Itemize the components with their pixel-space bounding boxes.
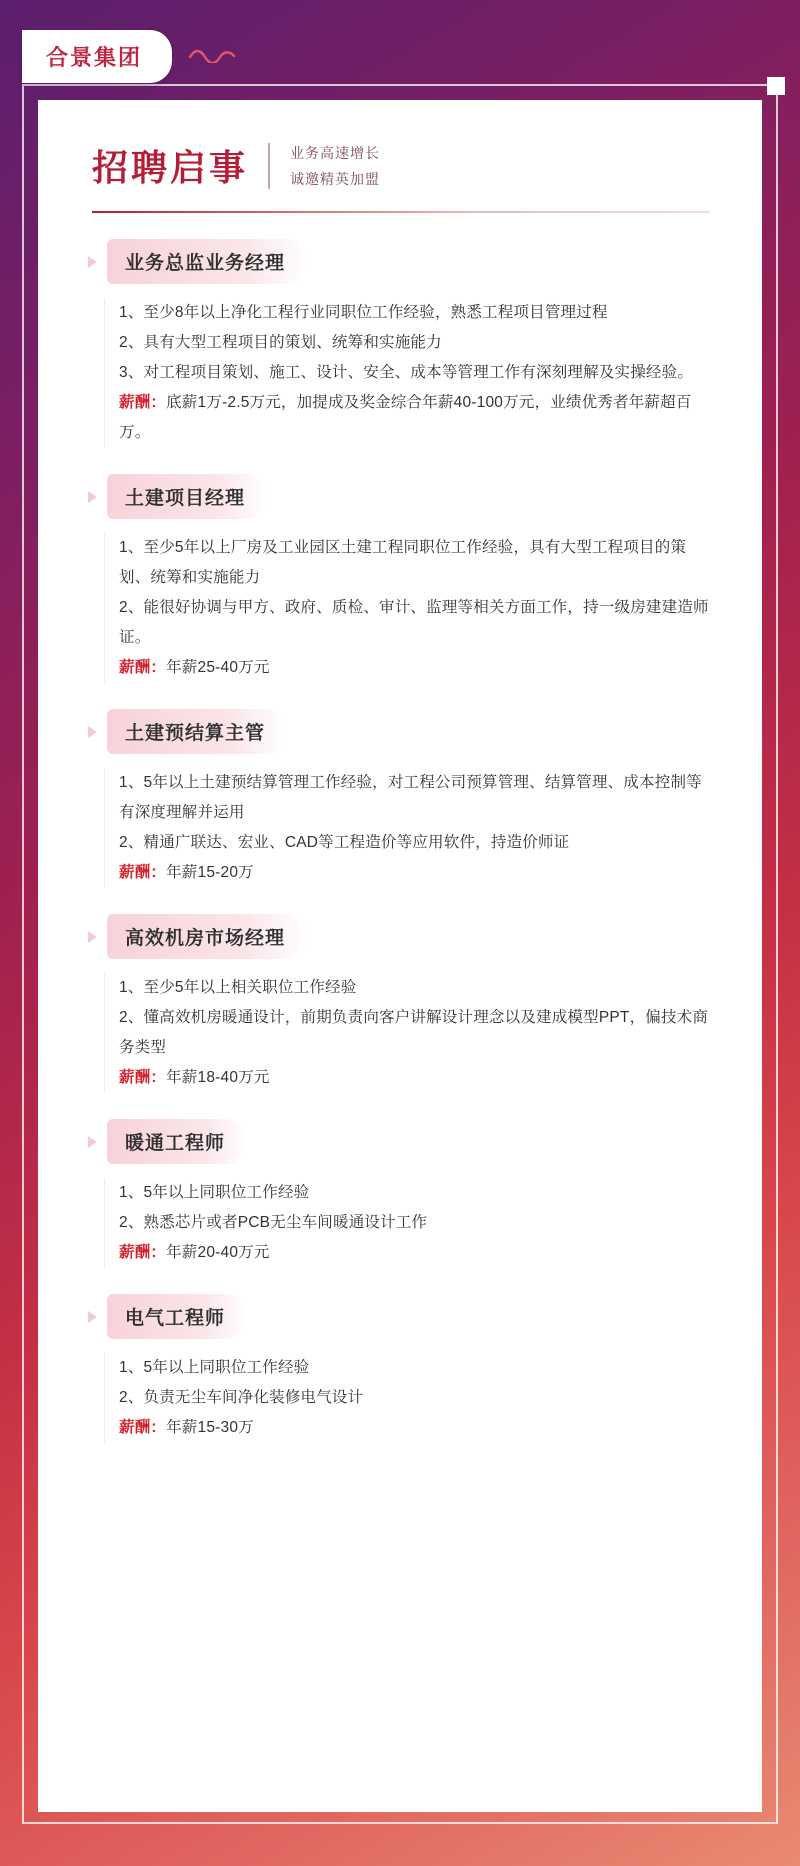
job-title-row bbox=[86, 914, 714, 959]
subtitle-line-2: 诚邀精英加盟 bbox=[290, 170, 381, 187]
job-item bbox=[86, 709, 714, 888]
arrow-icon bbox=[88, 491, 97, 503]
job-title: 电气工程师 bbox=[107, 1294, 247, 1339]
job-item bbox=[86, 1119, 714, 1268]
job-requirement: 1、5年以上同职位工作经验 bbox=[119, 1359, 310, 1376]
job-title: 土建项目经理 bbox=[107, 474, 267, 519]
footer bbox=[38, 1787, 762, 1812]
job-salary bbox=[119, 858, 714, 888]
job-body bbox=[104, 768, 714, 888]
company-badge bbox=[22, 30, 172, 83]
job-requirement: 2、懂高效机房暖通设计，前期负责向客户讲解设计理念以及建成模型PPT，偏技术商务类型 bbox=[119, 1009, 709, 1056]
job-requirement: 1、至少8年以上净化工程行业同职位工作经验，熟悉工程项目管理过程 bbox=[119, 304, 608, 321]
header-divider bbox=[268, 143, 270, 189]
arrow-icon bbox=[88, 1136, 97, 1148]
salary-label: 薪酬： bbox=[119, 659, 167, 676]
job-body bbox=[104, 298, 714, 448]
salary-value: 年薪20-40万元 bbox=[166, 1244, 270, 1261]
arrow-icon bbox=[88, 1311, 97, 1323]
salary-label: 薪酬： bbox=[119, 1069, 167, 1086]
job-requirement: 1、5年以上同职位工作经验 bbox=[119, 1184, 310, 1201]
salary-value: 年薪18-40万元 bbox=[166, 1069, 270, 1086]
job-requirement: 1、5年以上土建预结算管理工作经验，对工程公司预算管理、结算管理、成本控制等有深度理解并运用 bbox=[119, 774, 702, 821]
salary-value: 底薪1万-2.5万元，加提成及奖金综合年薪40-100万元，业绩优秀者年薪超百万。 bbox=[119, 394, 692, 441]
job-list bbox=[72, 239, 728, 1443]
job-body bbox=[104, 973, 714, 1093]
squiggle-decoration bbox=[188, 47, 236, 63]
salary-value: 年薪25-40万元 bbox=[166, 659, 270, 676]
page-title: 招聘启事 bbox=[92, 148, 249, 189]
job-item bbox=[86, 914, 714, 1093]
job-requirement: 2、负责无尘车间净化装修电气设计 bbox=[119, 1389, 364, 1406]
salary-value: 年薪15-30万 bbox=[166, 1419, 254, 1436]
salary-value: 年薪15-20万 bbox=[166, 864, 254, 881]
job-salary bbox=[119, 1413, 714, 1443]
work-location: 工作地点：广东东莞 bbox=[319, 1792, 481, 1811]
poster-card bbox=[38, 100, 762, 1812]
arrow-icon bbox=[88, 256, 97, 268]
job-title: 业务总监业务经理 bbox=[107, 239, 307, 284]
job-salary bbox=[119, 653, 714, 683]
subtitle-line-1: 业务高速增长 bbox=[290, 144, 381, 161]
salary-label: 薪酬： bbox=[119, 1419, 167, 1436]
job-salary bbox=[119, 1063, 714, 1093]
job-requirement: 1、至少5年以上相关职位工作经验 bbox=[119, 979, 357, 996]
job-title: 暖通工程师 bbox=[107, 1119, 247, 1164]
job-title-row bbox=[86, 474, 714, 519]
job-requirement: 1、至少5年以上厂房及工业园区土建工程同职位工作经验，具有大型工程项目的策划、统筹和实施能力 bbox=[119, 539, 687, 586]
job-title: 高效机房市场经理 bbox=[107, 914, 307, 959]
company-name: 合景集团 bbox=[46, 45, 143, 70]
salary-label: 薪酬： bbox=[119, 394, 167, 411]
job-title-row bbox=[86, 709, 714, 754]
job-title-row bbox=[86, 1119, 714, 1164]
poster-header bbox=[72, 140, 728, 191]
salary-label: 薪酬： bbox=[119, 1244, 167, 1261]
job-salary bbox=[119, 388, 714, 448]
job-item bbox=[86, 474, 714, 683]
header-subtitle bbox=[290, 143, 380, 189]
arrow-icon bbox=[88, 931, 97, 943]
job-item bbox=[86, 239, 714, 448]
header-rule bbox=[92, 211, 710, 213]
job-title: 土建预结算主管 bbox=[107, 709, 287, 754]
job-salary bbox=[119, 1238, 714, 1268]
job-requirement: 2、具有大型工程项目的策划、统筹和实施能力 bbox=[119, 334, 442, 351]
job-requirement: 2、熟悉芯片或者PCB无尘车间暖通设计工作 bbox=[119, 1214, 428, 1231]
job-requirement: 3、对工程项目策划、施工、设计、安全、成本等管理工作有深刻理解及实操经验。 bbox=[119, 364, 694, 381]
job-title-row bbox=[86, 1294, 714, 1339]
job-item bbox=[86, 1294, 714, 1443]
job-body bbox=[104, 1353, 714, 1443]
job-body bbox=[104, 1178, 714, 1268]
job-title-row bbox=[86, 239, 714, 284]
arrow-icon bbox=[88, 726, 97, 738]
salary-label: 薪酬： bbox=[119, 864, 167, 881]
job-body bbox=[104, 533, 714, 683]
frame-corner-dot bbox=[767, 77, 785, 95]
job-requirement: 2、精通广联达、宏业、CAD等工程造价等应用软件，持造价师证 bbox=[119, 834, 570, 851]
job-requirement: 2、能很好协调与甲方、政府、质检、审计、监理等相关方面工作，持一级房建建造师证。 bbox=[119, 599, 709, 646]
